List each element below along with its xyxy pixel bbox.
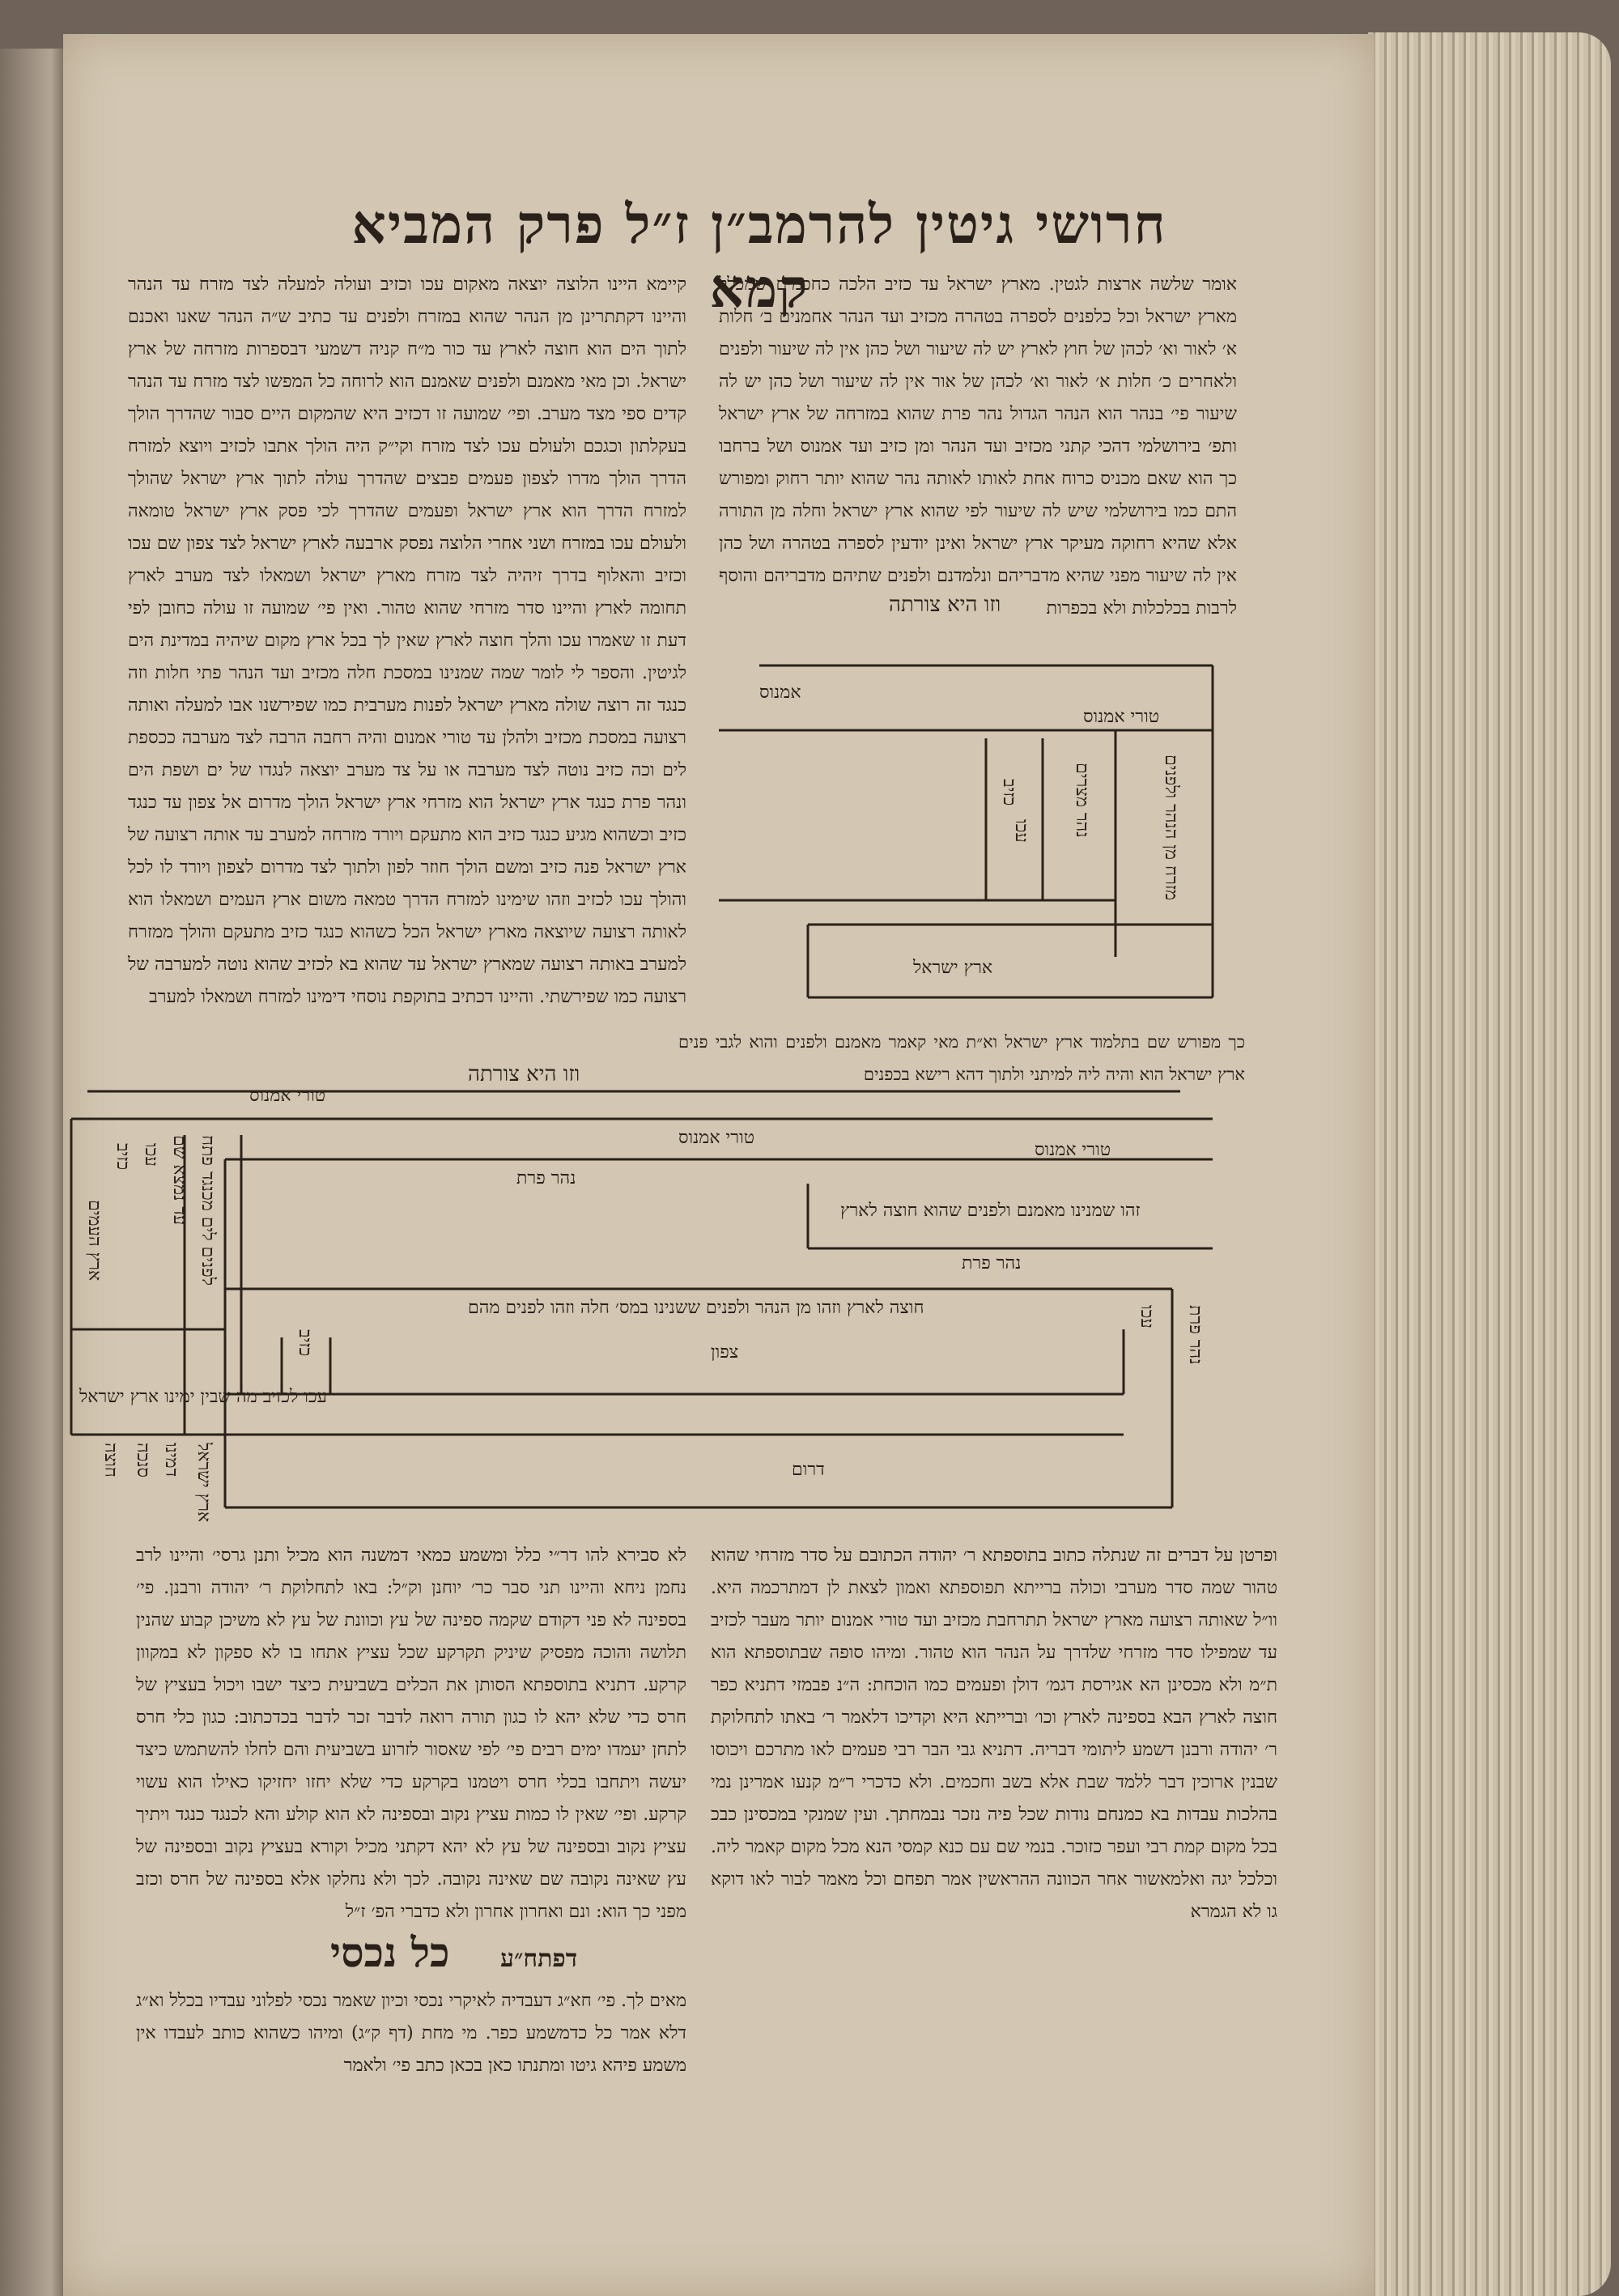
left-page-edge bbox=[0, 49, 73, 2296]
diagram-1-turei-amanus: טורי אמנוס bbox=[1083, 707, 1160, 727]
diagram-2-tzafon: צפון bbox=[711, 1342, 739, 1363]
page-stack-edges bbox=[1368, 32, 1611, 2296]
lower-left-heading: כל נכסי bbox=[330, 1928, 450, 1976]
diagram-1-akko: עכו bbox=[1011, 819, 1031, 843]
left-column-paragraph: קיימא היינו הלוצה יוצאה מאקום עכו וכזיב ועולה למעלה לצד מזרח עד הנהר והיינו דקתתרינן מן הנהר שהוא במזרח ולפנים עד כתיב ש״ה הנהר שאנו ואכנם לתוך הים הוא חוצה לארץ עד כור מ״ח קניה דשמעי דבספרות מזרחה של ארץ ישראל. וכן מאי מאמנם ולפנים שאמנם הוא לרוחה כל המפשו לצד מזרח עד הנהר קדים ספי מצד מערב. ופי׳ שמועה זו דכזיב היא שהמקום היים סבור שהדרך הולך בעקלתון וכגכם ולעולם עכו לצד מזרח וקי״ק היה הולך אתבו לכזיב ויוצא למזרח הדרך הולך מדרו לצפון פעמים פבצים שהדרך עולה לתוך ארץ ישראל שהולך למזרח הדרך הוא ארץ ישראל ופעמים שהדרך לכי פסק ארץ ישראל טומאה ולעולם עכו במזרח ושני אחרי הלוצה נפסק ארבעה לארץ ישראל לצד צפון שם עכו וכזיב והאלוף בדרך זיהיה לצד מזרח מארץ ישראל ושמאלו לצד מערב לארץ תחומה לארץ והיינו סדר מזרחי שהוא טהור. ואין פי׳ שמועה זו עולה כחובן לפי דעת זו שאמרו עכו והלך חוצה לארץ שאין לך בכל ארץ מקום שיהיה במדינת הים לגיטין. והספר לי לומר שמה שמנינו במסכת חלה מכזיב ועד הנהר פתי חלות וזה כנגד זה רוצה שולה מארץ ישראל לפנות מערבית כמו שפירשנו אבו למעלה ואותה רצועה במסכת מכזיב ולהלן עד טורי אמנום והיה רחבה הרבה לצד מערבה ככספת לים וכה כזיב נוטה לצד מערבה או על צד מערב יוצאה לנגדו של ים ושפת הים ונהר פרת כנגד ארץ ישראל הוא מזרחי ארץ ישראל הולך מדרום אל צפון עד כנגד כזיב וכשהוא מגיע כנגד כזיב הוא מתעקם ויורד מזרחה למערב עד אותה רצועה של ארץ ישראל פנה כזיב ומשם הולך חוזר לפון ולתוך לצד מדרום לצפון ויורד לו לכל והולך עכו לכזיב וזהו שימינו למזרח הדרך טמאה משום ארץ העמים ושמאלו הוא לאותה רצועה שיוצאה מארץ ישראל הכל כשהוא כנגד כזיב מתעקם והולך ממזרח למערב באותה רצועה שמארץ ישראל עד שהוא בא לכזיב שהוא נוטה למערבה של רצועה כמו שפירשתי. והיינו דכתיב בתוקפת נוסחי דימינו למזרח ושמאלו למערב bbox=[128, 274, 687, 1007]
left-column-text bbox=[128, 269, 686, 1046]
diagram-2-turei-amanus-top: טורי אמנוס bbox=[249, 1086, 326, 1106]
lower-right-text bbox=[711, 1540, 1277, 2212]
lower-left-after-heading bbox=[136, 1985, 686, 2115]
page-header-title: חרושי גיטין להרמב״ן ז״ל פרק המביא קמא bbox=[351, 193, 1167, 320]
diagram-2-nahar-prat-side: נהר פרת bbox=[1185, 1305, 1205, 1365]
lower-left-text bbox=[136, 1540, 686, 1922]
lower-right-paragraph: ופרטן על דברים זה שנתלה כתוב בתוספתא ר׳ יהודה הכתובם על סדר מזרחי שהוא טהור שמה סדר מערבי וכולה ברייתא תפוספתא ואמון לצאת לן דמתרכמה היא. וו״ל שאותה רצועה מארץ ישראל תתרחבת מכזיב ועד טורי אמנום יותר מעבר לכזיב עד שמפילו סדר מזרחי שלדרך על הנהר הוא טהור. ומיהו סופה שבתוספתא הוא ת״מ ולא מכסינן הא אגירסת דגמ׳ דולן ופעמים כמו הוכחת: ה״נ פבמזי דתניא כפר חוצה לארץ הבא בספינה לארץ וכו׳ וברייתא היא וקדיכו דלאמר ר׳ באתו לתחלוקת ר׳ יהודה ורבנן דשמע ליתומי דבריה. דתניא גבי הבר רבי פעמים לאו מתרכם ויכוסו שבנין ארוכין דבר ללמד שבת אלא בשב וחכמים. ולא כדכרי ר״מ קנעו אמרינן נמי בהלכות עבדות בא כמנחם נודות שכל פיה נזכר נבמחתך. ועין שמנקי במכסינן כבכ בכל מקום קמת רבי ועפר כזוכר. בנמי שם עם כנא קמסי הנא מכל מקום קאמר ליה. וכלכל יגה ואלמאשור אחר הכוונה ההראשין אמר תפחם וכל מאמר לבור לאו דוקא גו לא הגמרא bbox=[711, 1546, 1277, 1922]
diagram-2-nahar-prat-upper: נהר פרת bbox=[516, 1168, 576, 1188]
diagram-2-west-label-5: ארץ ישראל bbox=[193, 1443, 214, 1523]
diagram-2-caption-top: וזו היא צורתה bbox=[468, 1062, 580, 1086]
book-page bbox=[63, 34, 1375, 2296]
lower-left-after-heading-paragraph: מאים לך. פי׳ חא״ג דעבדיה לאיקרי נכסי וכיון שאמר נכסי לפלוני עבדיו בכלל וא״ג דלא אמר כל כדמשמע כפר. מי מחת (דף ק״ג) ומיהו כשהוא כותב לעבדו אין משמע פיהא גיטו ומתנתו כאן בכאן כתב פי׳ ולאמר bbox=[136, 1991, 686, 2076]
diagram-1-kziv: כזיב bbox=[999, 779, 1019, 806]
diagram-2-turei-amanus-mid: טורי אמנוס bbox=[678, 1128, 755, 1148]
lower-left-intro-word: דפתח״ע bbox=[500, 1945, 578, 1973]
diagram-2-kziv: כזיב bbox=[295, 1329, 315, 1357]
diagram-1-caption-bottom-text: כך מפורש שם בתלמוד ארץ ישראל וא״ת מאי קאמר מאמנם ולפנים והוא לגבי פנים ארץ ישראל הוא והיה ליה למיתני ולתוך דהא רישא בכפנים bbox=[678, 1032, 1245, 1084]
diagram-2-nahar-prat-lower: נהר פרת bbox=[962, 1253, 1022, 1273]
diagram-2-bottom-left-note: עכו לכזיב מה שבין ימינו ארץ ישראל bbox=[79, 1387, 328, 1407]
diagram-1-east-label: מזרח מן הנהר ולפנים bbox=[1161, 755, 1181, 900]
diagram-2-akko: עכו bbox=[1137, 1305, 1157, 1329]
diagram-2-west-label-7: סנכה bbox=[133, 1443, 153, 1478]
diagram-2-west-label-0: לפנים לים מכנגד פתח bbox=[198, 1135, 218, 1286]
diagram-2-west-label-2: עכו bbox=[141, 1143, 161, 1167]
diagram-2-region-note: זהו שמנינו מאמנם ולפנים שהוא חוצה לארץ bbox=[840, 1201, 1141, 1221]
right-column-paragraph: אומר שלשה ארצות לגטין. מארץ ישראל עד כזיב הלכה כחכמים שמכלל מארץ ישראל וכל כלפנים לספרה בטהרה מכזיב ועד הנהר אחמנים ב׳ חלות א׳ לאור וא׳ לכהן של חוץ לארץ יש לה שיעור ושל כהן אין לה שיעור ולפנים ולאחרים כ׳ חלות א׳ לאור וא׳ לכהן של אור אין לה שיעור ושל כהן יש לה שיעור פי׳ בנהר הוא הנהר הגדול נהר פרת שהוא במזרחה של ארץ ישראל ותפ׳ בירושלמי דהכי קתני מכזיב ועד הנהר ומן כזיב ועד אמנוס ושל ברחבו כך הוא שאם מכניס כרוח אחת לאותו לאותה נהר שהוא יותר רחוק ומפורש התם כמו בירושלמי שיש לה שיעור לפי שהוא ארץ ישראל וחלה מן התורה אלא שהיא רחוקה מעיקר ארץ ישראל ואינן יודעין לספרה בטהרה ושל כהן אין לה שיעור מפני שהיא מדבריהם ונלמדנם ולפנים שתיהם מדבריהם והוסף לרבות בכלכלות ולא בכפרות bbox=[719, 274, 1237, 619]
diagram-1-nahar-mitzrayim: נהר מצרים bbox=[1072, 763, 1092, 838]
diagram-2-west-label-8: חוצה bbox=[100, 1443, 121, 1478]
diagram-2-west-label-4: ארץ העמים bbox=[84, 1200, 104, 1282]
diagram-1-amanus: אמנוס bbox=[759, 682, 801, 703]
diagram-2 bbox=[63, 1062, 1294, 1540]
diagram-2-west-label-1: עד נמצא שם bbox=[169, 1135, 189, 1226]
diagram-2-darom: דרום bbox=[792, 1460, 825, 1480]
diagram-1 bbox=[703, 593, 1237, 1022]
diagram-2-turei-amanus-right: טורי אמנוס bbox=[1035, 1140, 1111, 1160]
diagram-1-caption-top: וזו היא צורתה bbox=[889, 593, 1001, 617]
diagram-1-eretz-yisrael: ארץ ישראל bbox=[913, 958, 993, 978]
diagram-2-west-label-3: כזיב bbox=[113, 1143, 133, 1171]
diagram-2-west-label-6: דמינו bbox=[161, 1443, 181, 1478]
diagram-2-main-note: חוצה לארץ וזהו מן הנהר ולפנים ששנינו במס׳ חלה וזהו לפנים מהם bbox=[468, 1298, 924, 1318]
lower-left-paragraph: לא סבירא להו דר״י כלל ומשמע כמאי דמשנה הוא מכיל ותנן גרסי׳ והיינו לרב נחמן ניחא והיינו תני סבר כר׳ יוחנן וק״ל: באו לתחלוקת ר׳ יהודה ורבנן. פי׳ בספינה לא פני דקודם שקמה ספינה של עץ וכוונת של עץ לא משיכן קבוע שהנין תלושה והוכה מפסיק שיניק תקרקע שכל עציץ אתחו בו לא ספקון לא במקוון קרקע. דתניא בתוספתא הסותן את הכלים בשביעית כיצד ישבו ויכול בעציץ של חרס כדי שלא יהא לו כגון תורה רואה לדבר זכר לדבר בכדכתוב: כגון כלי חרס לתחן יעמדו ימים רבים פי׳ לפי שאסור לזרוע בשביעית והם לחלו להשתמש כיצד יעשה ויתחבו בכלי חרס ויטמנו בקרקע כדי שלא יחזו יחזיקו כאילו הוא עשוי קרקע. ופי׳ שאין לו כמות עציץ נקוב ובספינה לא הוא קולע והא לכנגד כנגד ויתיך עציץ נקוב ובספינה של עץ לא יהא דקתני מכיל וקורא בעציץ נקוב ובספינה של עץ שאינה נקובה שם שאינה נקובה. לכך ולא נחלקו אלא בספינה של חרס וכזב מפני כך הוא: ונם ואחרון אחרון ולא כדברי הפ׳ ז״ל bbox=[136, 1546, 686, 1922]
